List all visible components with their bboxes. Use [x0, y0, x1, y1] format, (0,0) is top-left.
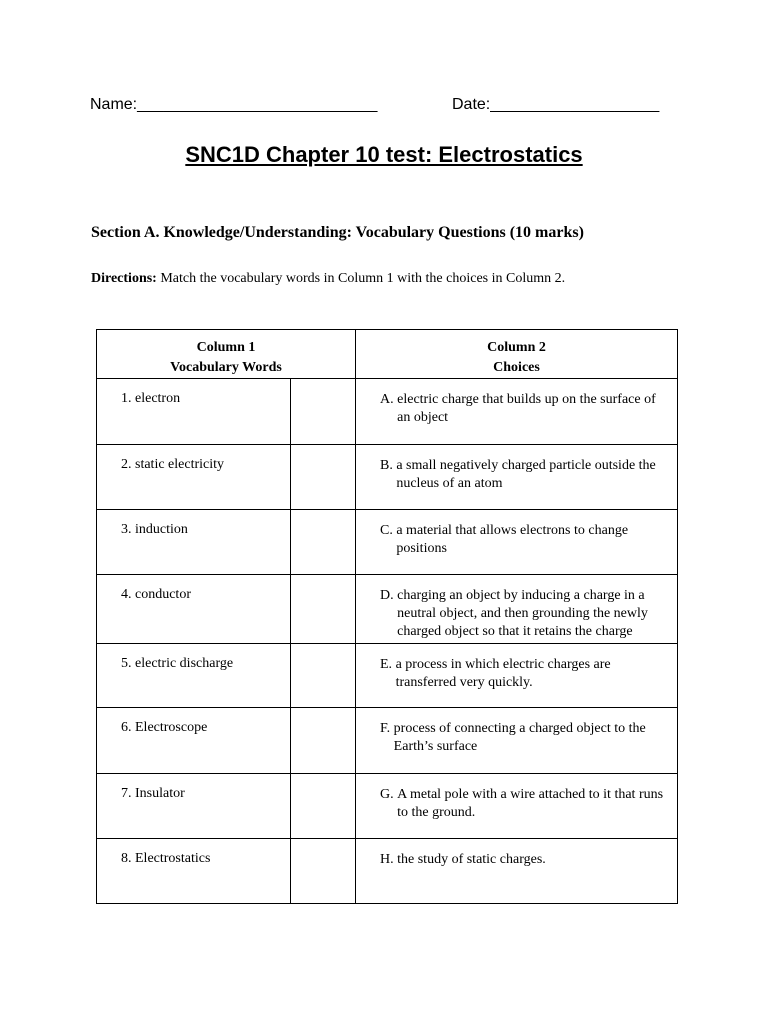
choice-item: [380, 522, 677, 558]
choice-text: a small negatively charged particle outside the nucleus of an atom: [396, 458, 656, 491]
choice-letter: E.: [380, 657, 396, 672]
name-field-label: Name:___________________________: [90, 96, 378, 113]
column-2-subtitle: Choices: [493, 360, 540, 375]
table-row: [97, 575, 678, 644]
choice-letter: A.: [380, 392, 398, 407]
choice-cell: [356, 575, 678, 644]
table-row: [97, 839, 678, 904]
column-2-title: Column 2: [487, 340, 546, 355]
choice-item: [380, 391, 677, 427]
directions-label: Directions:: [91, 271, 157, 286]
answer-blank-cell[interactable]: [291, 774, 356, 839]
vocabulary-word-cell: 1. electron: [97, 379, 291, 445]
table-row: [97, 708, 678, 774]
choice-cell: [356, 445, 678, 510]
vocabulary-word-cell: 5. electric discharge: [97, 644, 291, 708]
choice-cell: [356, 774, 678, 839]
choice-text: A metal pole with a wire attached to it that runs to the ground.: [397, 787, 664, 820]
table-row: [97, 379, 678, 445]
choice-letter: D.: [380, 588, 398, 603]
choice-item: [380, 587, 677, 641]
choice-item: [380, 656, 677, 692]
vocabulary-word-cell: 3. induction: [97, 510, 291, 575]
table-header-row: [97, 330, 678, 379]
vocabulary-table: [96, 329, 678, 904]
choice-cell: [356, 839, 678, 904]
choice-text: charging an object by inducing a charge in a neutral object, and then grounding the newly charged object so that it retains the charge: [397, 588, 648, 639]
choice-text: a material that allows electrons to change positions: [396, 523, 629, 556]
choice-cell: [356, 510, 678, 575]
directions-text: Match the vocabulary words in Column 1 with the choices in Column 2.: [156, 271, 566, 286]
vocabulary-word-cell: 7. Insulator: [97, 774, 291, 839]
answer-blank-cell[interactable]: [291, 510, 356, 575]
column-1-title: Column 1: [196, 340, 256, 355]
choice-letter: G.: [380, 787, 398, 802]
choice-text: process of connecting a charged object to the Earth’s surface: [393, 721, 646, 754]
choice-cell: [356, 379, 678, 445]
section-heading: Section A. Knowledge/Understanding: Vocabulary Questions (10 marks): [91, 224, 584, 241]
choice-text: a process in which electric charges are transferred very quickly.: [395, 657, 611, 690]
table-row: [97, 644, 678, 708]
choice-text: electric charge that builds up on the surface of an object: [397, 392, 656, 425]
vocabulary-word-cell: 6. Electroscope: [97, 708, 291, 774]
table-row: [97, 445, 678, 510]
answer-blank-cell[interactable]: [291, 575, 356, 644]
choice-cell: [356, 708, 678, 774]
vocabulary-word-cell: 2. static electricity: [97, 445, 291, 510]
column-2-header: [356, 330, 678, 379]
choice-letter: B.: [380, 458, 397, 473]
answer-blank-cell[interactable]: [291, 644, 356, 708]
choice-item: [380, 851, 677, 869]
choice-text: the study of static charges.: [397, 852, 546, 867]
answer-blank-cell[interactable]: [291, 839, 356, 904]
choice-letter: F.: [380, 721, 394, 736]
choice-item: [380, 457, 677, 493]
directions: [91, 271, 565, 287]
choice-letter: H.: [380, 852, 398, 867]
table-row: [97, 774, 678, 839]
choice-item: [380, 786, 677, 822]
choice-item: [380, 720, 677, 756]
answer-blank-cell[interactable]: [291, 379, 356, 445]
table-row: [97, 510, 678, 575]
column-1-header: [97, 330, 356, 379]
answer-blank-cell[interactable]: [291, 445, 356, 510]
page-title: SNC1D Chapter 10 test: Electrostatics: [185, 142, 583, 167]
date-field-label: Date:___________________: [452, 96, 660, 113]
column-1-subtitle: Vocabulary Words: [170, 360, 282, 375]
choice-letter: C.: [380, 523, 397, 538]
vocabulary-word-cell: 8. Electrostatics: [97, 839, 291, 904]
choice-cell: [356, 644, 678, 708]
answer-blank-cell[interactable]: [291, 708, 356, 774]
vocabulary-word-cell: 4. conductor: [97, 575, 291, 644]
